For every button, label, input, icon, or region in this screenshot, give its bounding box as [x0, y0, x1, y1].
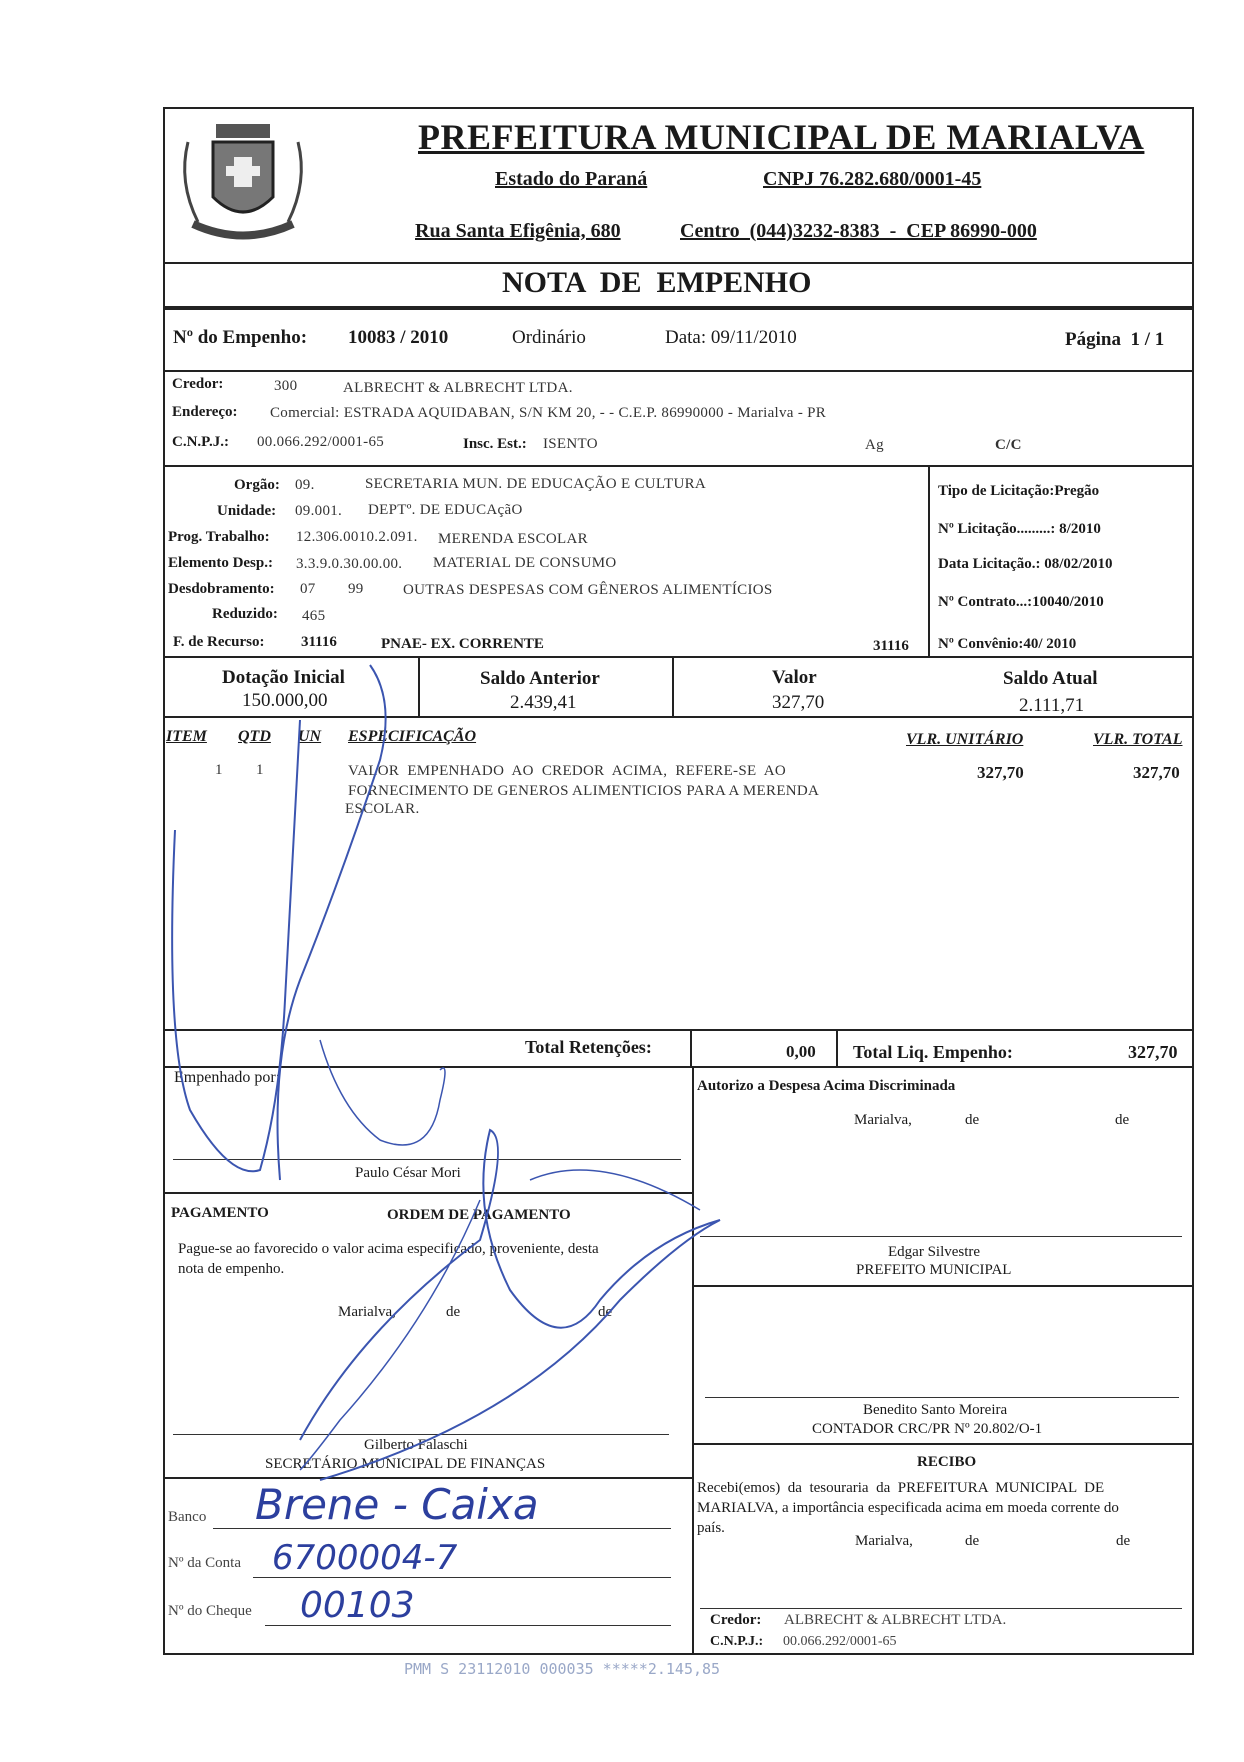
empenho-label: Nº do Empenho: — [173, 327, 308, 348]
desdobramento-label: Desdobramento: — [168, 581, 275, 597]
prefeito-name: Edgar Silvestre — [888, 1244, 981, 1260]
autorizo-de1: de — [965, 1112, 980, 1128]
prog-code: 12.306.0010.2.091. — [296, 529, 418, 545]
contrato-number: Nº Contrato...:10040/2010 — [938, 594, 1104, 610]
recurso-code: 31116 — [301, 634, 337, 650]
saldo-atual-label: Saldo Atual — [1003, 668, 1098, 689]
header-state: Estado do Paraná — [495, 168, 648, 190]
recibo-credor-label: Credor: — [710, 1612, 762, 1628]
bank-stamp: PMM S 23112010 000035 *****2.145,85 — [404, 1660, 721, 1678]
desdobramento-name: OUTRAS DESPESAS COM GÊNEROS ALIMENTÍCIOS — [403, 582, 773, 598]
recurso-label: F. de Recurso: — [173, 634, 265, 650]
recibo-text-line1: Recebi(emos) da tesouraria da PREFEITURA MUNICIPAL DE — [697, 1480, 1105, 1496]
empenho-date: Data: 09/11/2010 — [665, 327, 797, 348]
contador-role: CONTADOR CRC/PR Nº 20.802/O-1 — [812, 1421, 1043, 1437]
convenio-number: Nº Convênio:40/ 2010 — [938, 636, 1077, 652]
item-total-value: 327,70 — [1133, 763, 1180, 782]
cheque-label: Nº do Cheque — [168, 1603, 252, 1619]
pagamento-place: Marialva, — [338, 1304, 396, 1320]
valor-label: Valor — [772, 667, 817, 688]
pagamento-de1: de — [446, 1304, 461, 1320]
contador-name: Benedito Santo Moreira — [863, 1402, 1008, 1418]
header-cnpj: CNPJ 76.282.680/0001-45 — [763, 168, 982, 190]
licitacao-numero: Nº Licitação.........: 8/2010 — [938, 521, 1101, 537]
unidade-name: DEPTº. DE EDUCAçãO — [368, 502, 523, 518]
recibo-text-line3: país. — [697, 1520, 725, 1536]
saldo-anterior-value: 2.439,41 — [510, 692, 577, 713]
ag-label: Ag — [865, 437, 884, 453]
pagamento-text-line1: Pague-se ao favorecido o valor acima especificado, proveniente, desta — [178, 1241, 599, 1257]
prefeito-role: PREFEITO MUNICIPAL — [856, 1262, 1012, 1278]
unidade-label: Unidade: — [217, 503, 277, 519]
pagamento-de2: de — [598, 1304, 613, 1320]
item-desc-line2: FORNECIMENTO DE GENEROS ALIMENTICIOS PARA A MERENDA — [348, 783, 820, 799]
saldo-atual-value: 2.111,71 — [1019, 695, 1085, 716]
prog-label: Prog. Trabalho: — [168, 529, 270, 545]
autorizo-label: Autorizo a Despesa Acima Discriminada — [697, 1078, 956, 1094]
credor-label: Credor: — [172, 376, 224, 392]
banco-handwritten: Brene - Caixa — [255, 1480, 539, 1529]
recibo-title: RECIBO — [917, 1454, 977, 1470]
total-liq-value: 327,70 — [1128, 1042, 1178, 1062]
empenho-number: 10083 / 2010 — [348, 327, 449, 348]
credor-name: ALBRECHT & ALBRECHT LTDA. — [343, 380, 573, 396]
recurso-name: PNAE- EX. CORRENTE — [381, 636, 544, 652]
conta-handwritten: 6700004-7 — [272, 1538, 458, 1578]
cnpj-label: C.N.P.J.: — [172, 434, 229, 450]
column-un: UN — [298, 728, 322, 745]
saldo-anterior-label: Saldo Anterior — [480, 668, 600, 689]
recibo-credor: ALBRECHT & ALBRECHT LTDA. — [784, 1612, 1007, 1628]
recibo-de2: de — [1116, 1533, 1131, 1549]
dotacao-label: Dotação Inicial — [222, 667, 345, 688]
secretario-name: Gilberto Falaschi — [364, 1437, 468, 1453]
column-qtd: QTD — [238, 728, 271, 745]
desdobramento-code2: 99 — [348, 581, 364, 597]
elemento-label: Elemento Desp.: — [168, 555, 273, 571]
valor-value: 327,70 — [772, 692, 825, 713]
item-qtd: 1 — [256, 762, 264, 778]
address-label: Endereço: — [172, 404, 238, 420]
dotacao-value: 150.000,00 — [242, 690, 328, 711]
recibo-cnpj: 00.066.292/0001-65 — [783, 1634, 897, 1649]
insc-label: Insc. Est.: — [463, 436, 527, 452]
total-liq-label: Total Liq. Empenho: — [853, 1042, 1013, 1062]
recurso-code2: 31116 — [873, 638, 909, 654]
licitacao-tipo: Tipo de Licitação:Pregão — [938, 483, 1100, 499]
desdobramento-code1: 07 — [300, 581, 316, 597]
empenho-type: Ordinário — [512, 327, 586, 348]
elemento-code: 3.3.9.0.30.00.00. — [296, 556, 403, 572]
insc-value: ISENTO — [543, 436, 598, 452]
header-contact: Centro (044)3232-8383 - CEP 86990-000 — [680, 220, 1037, 242]
recibo-de1: de — [965, 1533, 980, 1549]
recibo-place: Marialva, — [855, 1533, 913, 1549]
reduzido-value: 465 — [302, 608, 326, 624]
empenhado-signer: Paulo César Mori — [355, 1165, 461, 1181]
credor-code: 300 — [274, 378, 298, 394]
item-number: 1 — [215, 762, 223, 778]
credor-address: Comercial: ESTRADA AQUIDABAN, S/N KM 20, - - C.E.P. 86990000 - Marialva - PR — [270, 405, 827, 421]
recibo-text-line2: MARIALVA, a importância especificada acima em moeda corrente do — [697, 1500, 1119, 1516]
column-item: ITEM — [166, 728, 207, 745]
header-address: Rua Santa Efigênia, 680 — [415, 220, 621, 242]
reduzido-label: Reduzido: — [212, 606, 278, 622]
unidade-code: 09.001. — [295, 503, 343, 519]
prog-name: MERENDA ESCOLAR — [438, 531, 588, 547]
elemento-name: MATERIAL DE CONSUMO — [433, 555, 617, 571]
orgao-code: 09. — [295, 477, 315, 493]
credor-cnpj: 00.066.292/0001-65 — [257, 434, 385, 450]
pagamento-label: PAGAMENTO — [171, 1205, 269, 1221]
item-desc-line3: ESCOLAR. — [345, 801, 420, 817]
licitacao-data: Data Licitação.: 08/02/2010 — [938, 556, 1113, 572]
ordem-pagamento-label: ORDEM DE PAGAMENTO — [387, 1207, 571, 1223]
banco-label: Banco — [168, 1509, 207, 1525]
retencoes-label: Total Retenções: — [525, 1037, 652, 1057]
empenhado-label: Empenhado por: — [174, 1069, 281, 1086]
retencoes-value: 0,00 — [786, 1042, 816, 1061]
column-especificacao: ESPECIFICAÇÃO — [348, 728, 477, 745]
item-unit-value: 327,70 — [977, 763, 1024, 782]
autorizo-de2: de — [1115, 1112, 1130, 1128]
pagamento-text-line2: nota de empenho. — [178, 1261, 285, 1277]
document-title: NOTA DE EMPENHO — [502, 266, 812, 299]
conta-label: Nº da Conta — [168, 1555, 241, 1571]
page-number: Página 1 / 1 — [1065, 329, 1165, 350]
column-unit-value: VLR. UNITÁRIO — [906, 731, 1024, 748]
secretario-role: SECRETÁRIO MUNICIPAL DE FINANÇAS — [265, 1456, 546, 1472]
item-desc-line1: VALOR EMPENHADO AO CREDOR ACIMA, REFERE-SE AO — [348, 763, 786, 779]
cheque-handwritten: 00103 — [300, 1585, 415, 1626]
column-total-value: VLR. TOTAL — [1093, 731, 1183, 748]
recibo-cnpj-label: C.N.P.J.: — [710, 1634, 764, 1649]
orgao-label: Orgão: — [234, 477, 280, 493]
autorizo-place: Marialva, — [854, 1112, 912, 1128]
cc-label: C/C — [995, 437, 1022, 453]
orgao-name: SECRETARIA MUN. DE EDUCAÇÃO E CULTURA — [365, 476, 707, 492]
header-title: PREFEITURA MUNICIPAL DE MARIALVA — [418, 117, 1145, 157]
